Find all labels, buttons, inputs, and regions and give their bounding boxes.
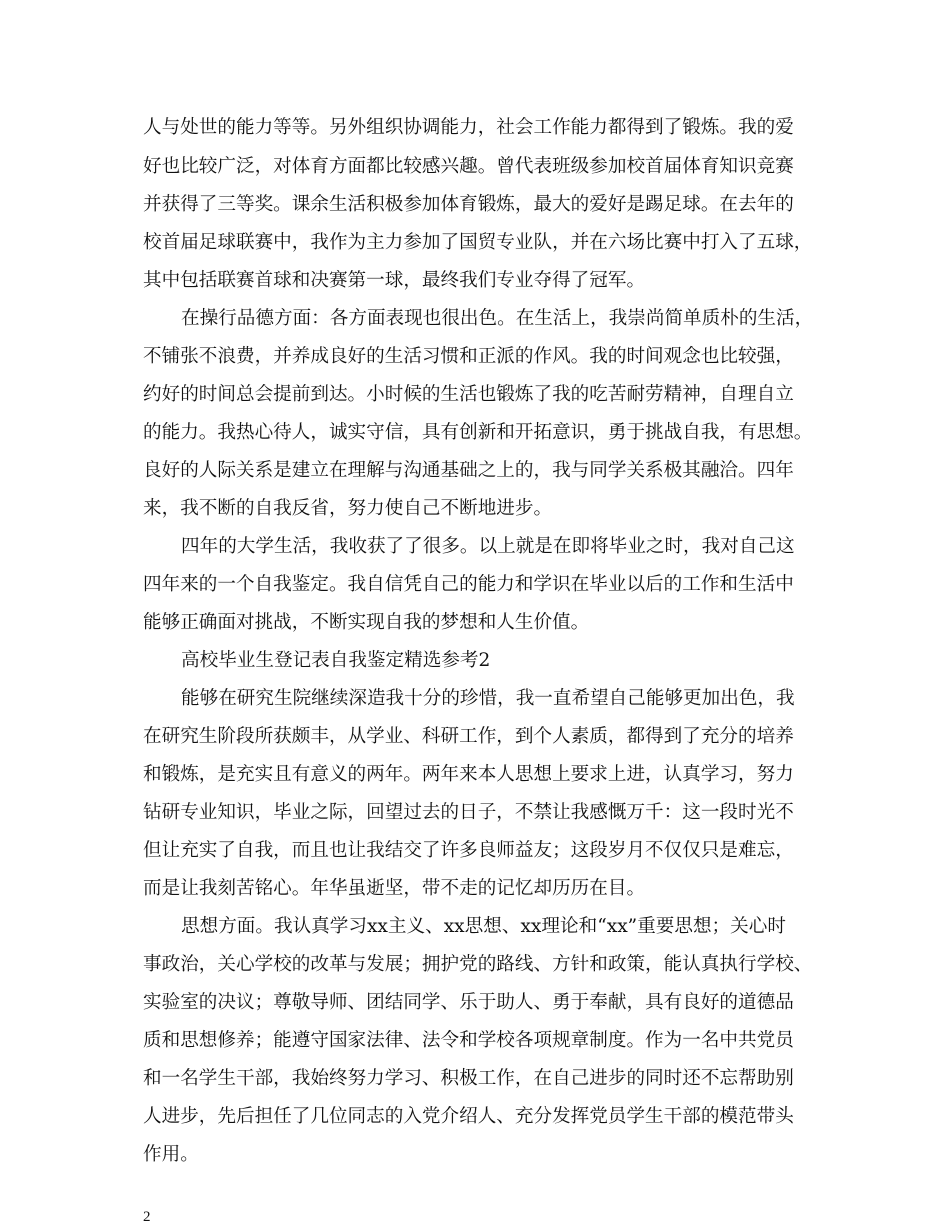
body-line: 来，我不断的自我反省，努力使自己不断地进步。 [143, 498, 553, 519]
body-line: 钻研专业知识，毕业之际，回望过去的日子，不禁让我感慨万千：这一段时光不 [143, 802, 794, 823]
paragraph-first-line: 在操行品德方面：各方面表现也很出色。在生活上，我崇尚简单质朴的生活， [181, 308, 814, 329]
section-heading: 高校毕业生登记表自我鉴定精选参考2 [181, 650, 491, 671]
paragraph-first-line: 能够在研究生院继续深造我十分的珍惜，我一直希望自己能够更加出色，我 [181, 688, 795, 709]
page-number: 2 [143, 1209, 151, 1225]
body-line: 良好的人际关系是建立在理解与沟通基础之上的，我与同学关系极其融洽。四年 [143, 460, 794, 481]
body-line: 约好的时间总会提前到达。小时候的生活也锻炼了我的吃苦耐劳精神，自理自立 [143, 384, 794, 405]
body-line: 和一名学生干部，我始终努力学习、积极工作，在自己进步的同时还不忘帮助别 [143, 1068, 794, 1089]
body-line: 作用。 [143, 1144, 199, 1165]
body-line: 实验室的决议；尊敬导师、团结同学、乐于助人、勇于奉献，具有良好的道德品 [143, 992, 794, 1013]
body-line: 能够正确面对挑战，不断实现自我的梦想和人生价值。 [143, 612, 590, 633]
body-line: 并获得了三等奖。课余生活积极参加体育锻炼，最大的爱好是踢足球。在去年的 [143, 194, 794, 215]
body-line: 而是让我刻苦铭心。年华虽逝坚，带不走的记忆却历历在目。 [143, 878, 646, 899]
paragraph-first-line: 四年的大学生活，我收获了了很多。以上就是在即将毕业之时，我对自己这 [181, 536, 795, 557]
body-line: 四年来的一个自我鉴定。我自信凭自己的能力和学识在毕业以后的工作和生活中 [143, 574, 794, 595]
body-line: 其中包括联赛首球和决赛第一球，最终我们专业夺得了冠军。 [143, 270, 646, 291]
body-line: 人进步，先后担任了几位同志的入党介绍人、充分发挥党员学生干部的模范带头 [143, 1106, 794, 1127]
body-line: 校首届足球联赛中，我作为主力参加了国贸专业队，并在六场比赛中打入了五球， [143, 232, 813, 253]
body-line: 事政治，关心学校的改革与发展；拥护党的路线、方针和政策，能认真执行学校、 [143, 954, 813, 975]
body-line: 质和思想修养；能遵守国家法律、法令和学校各项规章制度。作为一名中共党员 [143, 1030, 794, 1051]
body-line: 好也比较广泛，对体育方面都比较感兴趣。曾代表班级参加校首届体育知识竞赛 [143, 156, 794, 177]
body-line: 和锻炼，是充实且有意义的两年。两年来本人思想上要求上进，认真学习，努力 [143, 764, 794, 785]
body-line: 不铺张不浪费，并养成良好的生活习惯和正派的作风。我的时间观念也比较强， [143, 346, 794, 367]
paragraph-first-line: 思想方面。我认真学习xx主义、xx思想、xx理论和“xx”重要思想；关心时 [181, 916, 786, 937]
body-line: 在研究生阶段所获颇丰，从学业、科研工作，到个人素质，都得到了充分的培养 [143, 726, 794, 747]
body-line: 人与处世的能力等等。另外组织协调能力，社会工作能力都得到了锻炼。我的爱 [143, 117, 794, 138]
body-line: 的能力。我热心待人，诚实守信，具有创新和开拓意识，勇于挑战自我，有思想。 [143, 422, 813, 443]
body-line: 但让充实了自我，而且也让我结交了许多良师益友；这段岁月不仅仅只是难忘， [143, 840, 794, 861]
